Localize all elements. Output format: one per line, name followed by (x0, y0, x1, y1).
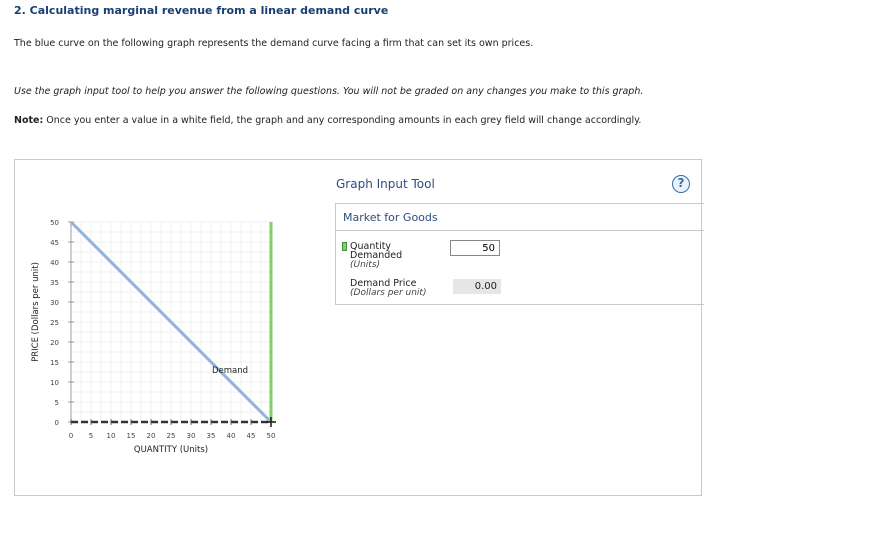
graph-input-tool-title: Graph Input Tool (336, 177, 435, 191)
x-tick-label: 15 (126, 432, 136, 440)
y-tick-label: 25 (50, 319, 59, 327)
note-text (14, 115, 641, 126)
x-tick-label: 10 (106, 432, 116, 440)
y-axis-label: PRICE (Dollars per unit) (31, 262, 41, 362)
y-tick-label: 40 (50, 259, 59, 267)
quantity-demanded-input[interactable] (450, 240, 500, 256)
quantity-label-line2: Demanded (350, 250, 403, 261)
question-mark-icon[interactable]: ? (672, 175, 690, 193)
demand-graph[interactable] (15, 160, 315, 497)
quantity-line-swatch-icon (342, 242, 347, 251)
x-tick-label: 45 (246, 432, 256, 440)
x-tick-label: 40 (226, 432, 236, 440)
x-tick-label: 5 (88, 432, 94, 440)
axes (68, 222, 271, 425)
graph-panel (14, 159, 702, 496)
x-tick-label: 30 (186, 432, 196, 440)
graph-instruction: Use the graph input tool to help you answer the following questions. You will not be graded on any changes you make to this graph. (14, 86, 644, 97)
x-tick-label: 0 (68, 432, 74, 440)
y-tick-label: 10 (50, 379, 59, 387)
y-tick-label: 50 (50, 219, 59, 227)
x-tick-label: 20 (146, 432, 156, 440)
demand-price-label: Demand Price (350, 278, 417, 289)
demand-price-units: (Dollars per unit) (350, 288, 427, 298)
note-body: Once you enter a value in a white field, the graph and any corresponding amounts in each grey field will change accordingly. (43, 115, 642, 126)
x-tick-label: 50 (266, 432, 276, 440)
y-tick-label: 45 (50, 239, 59, 247)
divider (336, 230, 704, 231)
question-intro: The blue curve on the following graph represents the demand curve facing a firm that can set its own prices. (14, 38, 534, 49)
note-label: Note: (14, 115, 44, 126)
y-tick-label: 20 (50, 339, 59, 347)
y-tick-label: 5 (54, 399, 59, 407)
series-lines (71, 222, 276, 427)
demand-curve-label: Demand (212, 366, 249, 376)
y-tick-label: 30 (50, 299, 59, 307)
y-tick-label: 35 (50, 279, 59, 287)
market-title: Market for Goods (343, 211, 438, 224)
x-tick-labels (69, 432, 276, 440)
x-tick-label: 35 (206, 432, 216, 440)
quantity-units: (Units) (350, 260, 381, 270)
question-heading: 2. Calculating marginal revenue from a linear demand curve (14, 4, 389, 17)
graph-input-tool (335, 203, 704, 305)
y-tick-label: 0 (54, 419, 59, 427)
y-tick-labels (50, 219, 59, 427)
quantity-label-line1: Quantity (350, 241, 392, 252)
demand-price-value: 0.00 (453, 279, 501, 294)
x-tick-label: 25 (166, 432, 176, 440)
x-axis-label: QUANTITY (Units) (133, 445, 209, 455)
y-tick-label: 15 (50, 359, 59, 367)
